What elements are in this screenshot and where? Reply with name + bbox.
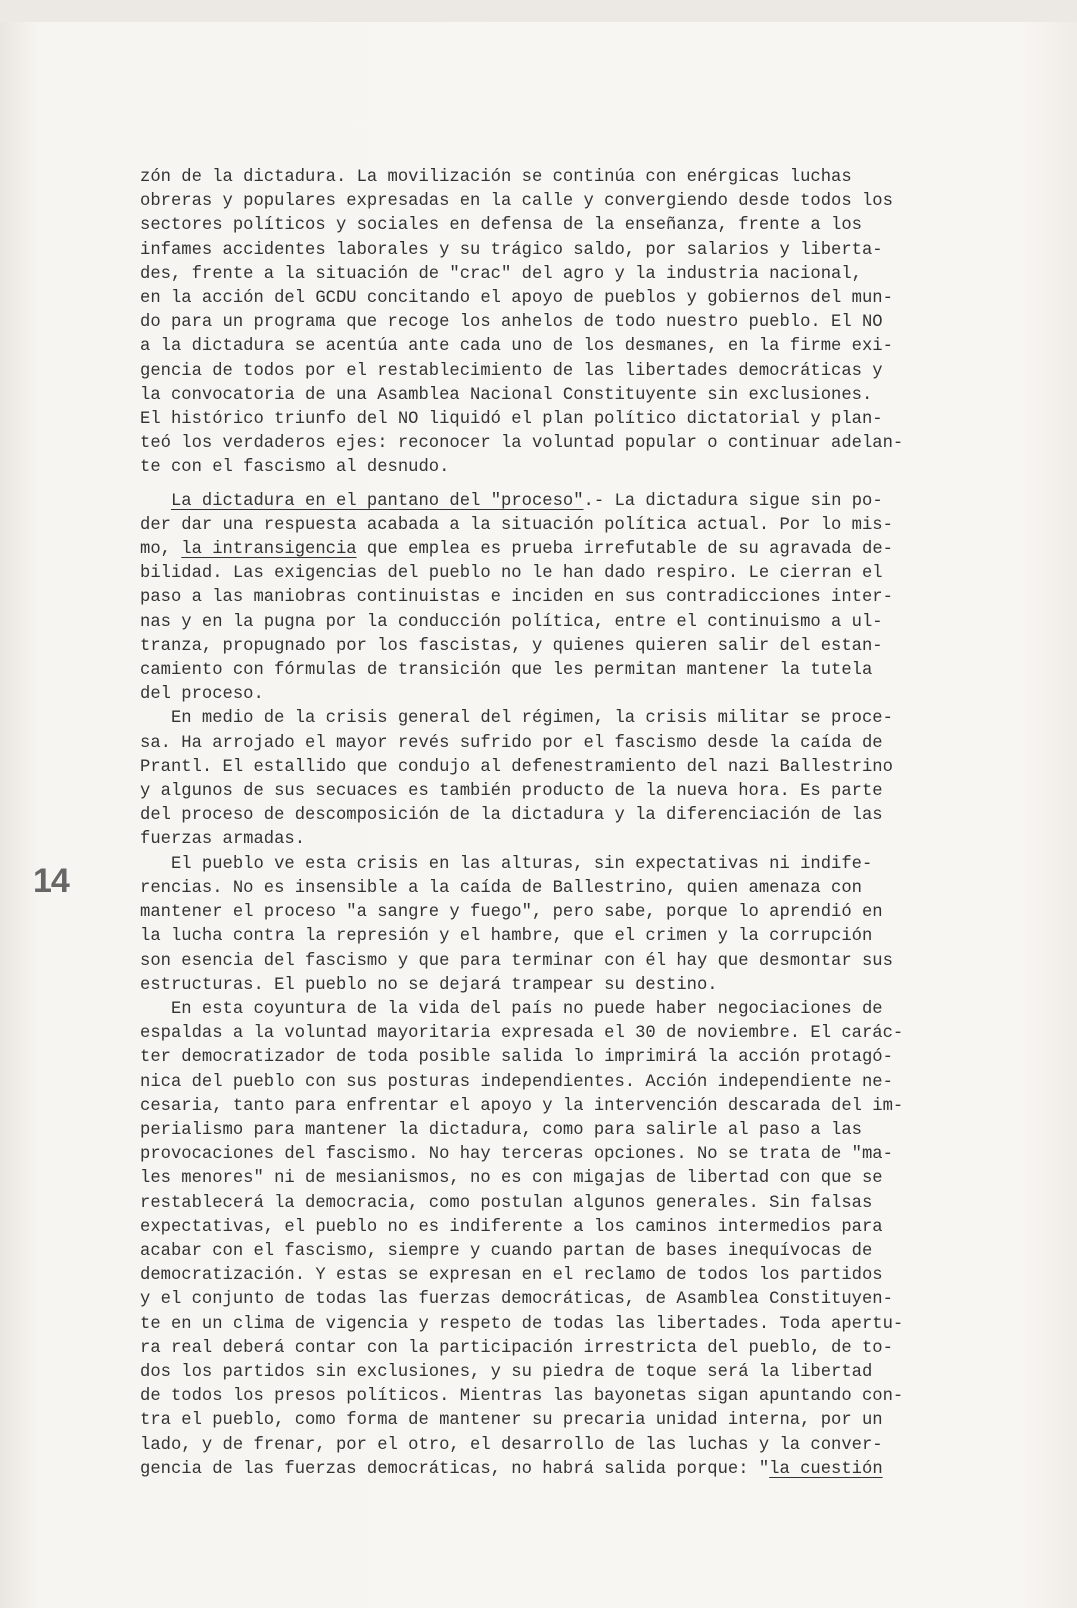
text-segment: gencia de todos por el restablecimiento de las libertades democráticas y [140, 361, 883, 381]
text-segment: des, frente a la situación de "crac" del agro y la industria nacional, [140, 264, 862, 284]
text-line [140, 1409, 1030, 1433]
text-segment: zón de la dictadura. La movilización se continúa con enérgicas luchas [140, 168, 852, 187]
text-segment: en la acción del GCDU concitando el apoyo de pueblos y gobiernos del mun- [140, 289, 893, 309]
text-line [140, 1095, 1030, 1119]
text-segment: a la dictadura se acentúa ante cada uno de los desmanes, en la firme exi- [140, 337, 893, 357]
text-segment: la lucha contra la represión y el hambre, que el crimen y la corrupción [140, 927, 873, 947]
text-segment: bilidad. Las exigencias del pueblo no le han dado respiro. Le cierran el [140, 564, 883, 584]
text-line [140, 1167, 1030, 1191]
text-line [140, 804, 1030, 828]
underlined-phrase: la cuestión [769, 1459, 883, 1479]
text-segment: rencias. No es insensible a la caída de Ballestrino, quien amenaza con [140, 878, 862, 898]
page-number: 14 [33, 862, 69, 900]
text-line [140, 828, 1030, 852]
text-line [140, 1216, 1030, 1240]
text-segment: cesaria, tanto para enfrentar el apoyo y la intervención descarada del im- [140, 1096, 904, 1116]
text-line [140, 756, 1030, 780]
text-line [140, 780, 1030, 804]
text-line [140, 659, 1030, 683]
text-line [140, 1385, 1030, 1409]
text-line [140, 732, 1030, 756]
text-segment: infames accidentes laborales y su trágico saldo, por salarios y liberta- [140, 240, 883, 260]
text-line [140, 384, 1030, 408]
text-segment: camiento con fórmulas de transición que les permitan mantener la tutela [140, 661, 873, 681]
text-line [140, 408, 1030, 432]
text-line [140, 1434, 1030, 1458]
text-segment: sa. Ha arrojado el mayor revés sufrido por el fascismo desde la caída de [140, 733, 883, 753]
text-line [140, 1240, 1030, 1264]
text-line [140, 1046, 1030, 1070]
text-line [140, 214, 1030, 238]
text-line [140, 1143, 1030, 1167]
text-segment: del proceso. [140, 685, 264, 705]
text-line [140, 311, 1030, 335]
text-line [140, 877, 1030, 901]
text-line [140, 1119, 1030, 1143]
text-segment: la convocatoria de una Asamblea Nacional Constituyente sin exclusiones. [140, 385, 873, 405]
text-segment: nas y en la pugna por la conducción política, entre el continuismo a ul- [140, 612, 883, 632]
text-segment: estructuras. El pueblo no se dejará trampear su destino. [140, 975, 718, 995]
underlined-phrase: la intransigencia [181, 540, 357, 560]
text-segment: El pueblo ve esta crisis en las alturas, sin expectativas ni indife- [140, 854, 873, 874]
text-segment: do para un programa que recoge los anhelos de todo nuestro pueblo. El NO [140, 313, 883, 333]
text-segment: democratización. Y estas se expresan en el reclamo de todos los partidos [140, 1266, 883, 1286]
text-segment: perialismo para mantener la dictadura, como para salirle al paso a las [140, 1120, 862, 1140]
text-segment: tranza, propugnado por los fascistas, y quienes quieren salir del estan- [140, 636, 883, 656]
text-line [140, 853, 1030, 877]
text-segment: .- La dictadura sigue sin po- [583, 491, 883, 511]
text-segment: de todos los presos políticos. Mientras las bayonetas sigan apuntando con- [140, 1387, 904, 1407]
text-line [140, 1337, 1030, 1361]
text-segment: nica del pueblo con sus posturas independientes. Acción independiente ne- [140, 1072, 893, 1092]
text-segment: ter democratizador de toda posible salida lo imprimirá la acción protagó- [140, 1048, 893, 1068]
text-line [140, 1458, 1030, 1482]
text-line [140, 456, 1030, 480]
body-text [140, 166, 1030, 1482]
text-segment: obreras y populares expresadas en la calle y convergiendo desde todos los [140, 192, 893, 212]
text-segment: gencia de las fuerzas democráticas, no habrá salida porque: " [140, 1459, 770, 1479]
text-line [140, 950, 1030, 974]
text-line [140, 925, 1030, 949]
text-line [140, 514, 1030, 538]
text-line [140, 360, 1030, 384]
text-segment: son esencia del fascismo y que para terminar con él hay que desmontar sus [140, 951, 893, 971]
text-line [140, 635, 1030, 659]
paragraph-gap [140, 481, 1030, 490]
text-segment: del proceso de descomposición de la dictadura y la diferenciación de las [140, 806, 883, 826]
text-segment: Prantl. El estallido que condujo al defenestramiento del nazi Ballestrino [140, 757, 893, 777]
text-line [140, 586, 1030, 610]
text-line [140, 611, 1030, 635]
text-segment: En medio de la crisis general del régimen, la crisis militar se proce- [140, 709, 893, 729]
text-segment: y el conjunto de todas las fuerzas democráticas, de Asamblea Constituyen- [140, 1290, 893, 1310]
text-line [140, 239, 1030, 263]
text-line [140, 1192, 1030, 1216]
text-line [140, 974, 1030, 998]
text-line [140, 1361, 1030, 1385]
text-line [140, 432, 1030, 456]
text-line [140, 1071, 1030, 1095]
text-segment: En esta coyuntura de la vida del país no puede haber negociaciones de [140, 999, 883, 1019]
text-segment: paso a las maniobras continuistas e inciden en sus contradicciones inter- [140, 588, 893, 608]
text-line [140, 1022, 1030, 1046]
underlined-phrase: La dictadura en el pantano del "proceso" [170, 491, 584, 511]
text-segment: mantener el proceso "a sangre y fuego", pero sabe, porque lo aprendió en [140, 903, 883, 923]
text-line [140, 538, 1030, 562]
text-segment: expectativas, el pueblo no es indiferente a los caminos intermedios para [140, 1217, 883, 1237]
text-segment: espaldas a la voluntad mayoritaria expresada el 30 de noviembre. El carác- [140, 1024, 904, 1044]
text-segment: que emplea es prueba irrefutable de su agravada de- [356, 540, 893, 560]
text-line [140, 263, 1030, 287]
text-segment: acabar con el fascismo, siempre y cuando partan de bases inequívocas de [140, 1241, 873, 1261]
text-segment: y algunos de sus secuaces es también producto de la nueva hora. Es parte [140, 782, 883, 802]
text-line [140, 190, 1030, 214]
text-segment: te con el fascismo al desnudo. [140, 458, 450, 478]
text-line [140, 1313, 1030, 1337]
text-segment: der dar una respuesta acabada a la situación política actual. Por lo mis- [140, 515, 893, 535]
text-segment [140, 492, 171, 511]
text-segment: mo, [140, 540, 182, 560]
text-segment: les menores" ni de mesianismos, no es con migajas de libertad con que se [140, 1169, 883, 1189]
text-segment: tra el pueblo, como forma de mantener su precaria unidad interna, por un [140, 1411, 883, 1431]
text-line [140, 901, 1030, 925]
text-line [140, 998, 1030, 1022]
text-segment: fuerzas armadas. [140, 830, 306, 850]
text-line [140, 166, 1030, 190]
text-line [140, 1264, 1030, 1288]
text-segment: ra real deberá contar con la participación irrestricta del pueblo, de to- [140, 1338, 893, 1358]
text-segment: lado, y de frenar, por el otro, el desarrollo de las luchas y la conver- [140, 1435, 883, 1455]
page-top-edge [0, 0, 1077, 22]
text-line [140, 490, 1030, 514]
text-line [140, 335, 1030, 359]
text-line [140, 287, 1030, 311]
text-line [140, 562, 1030, 586]
text-segment: sectores políticos y sociales en defensa de la enseñanza, frente a los [140, 216, 862, 236]
text-segment: teó los verdaderos ejes: reconocer la voluntad popular o continuar adelan- [140, 434, 904, 454]
text-segment: El histórico triunfo del NO liquidó el plan político dictatorial y plan- [140, 410, 883, 430]
text-segment: provocaciones del fascismo. No hay terceras opciones. No se trata de "ma- [140, 1145, 893, 1165]
text-line [140, 1288, 1030, 1312]
text-line [140, 707, 1030, 731]
text-line [140, 683, 1030, 707]
text-segment: restablecerá la democracia, como postulan algunos generales. Sin falsas [140, 1193, 873, 1213]
text-segment: te en un clima de vigencia y respeto de todas las libertades. Toda apertu- [140, 1314, 904, 1334]
text-segment: dos los partidos sin exclusiones, y su piedra de toque será la libertad [140, 1362, 873, 1382]
